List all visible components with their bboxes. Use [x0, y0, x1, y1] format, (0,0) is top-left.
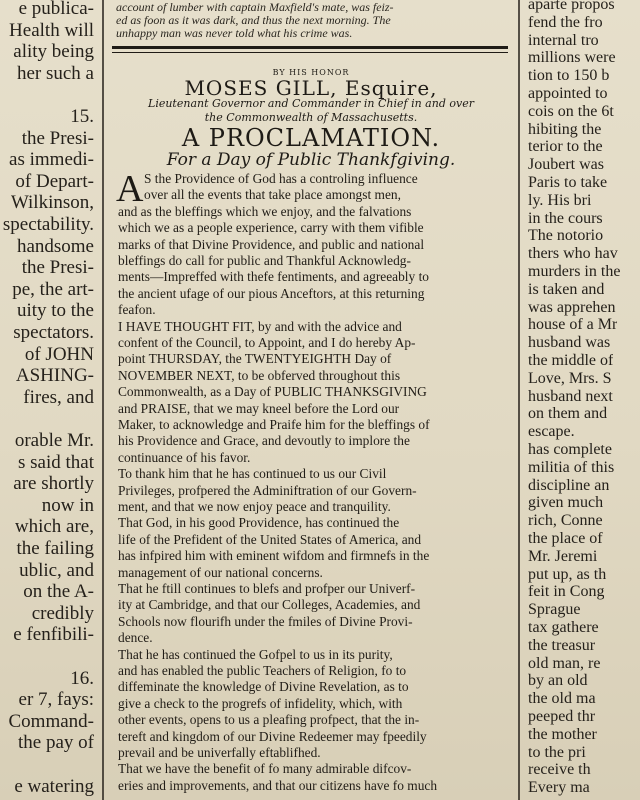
section-rule	[112, 46, 508, 49]
proclamation-line: eries and improvements, and that our citizens have fo much	[118, 777, 438, 793]
proclamation-line: continuance of his favor.	[118, 449, 251, 465]
left-column-line: e fenfibili-	[13, 624, 94, 646]
left-column-line: the failing	[16, 538, 94, 559]
left-column-line: the Presi-	[21, 257, 94, 279]
right-column-line: old man, re	[528, 654, 601, 672]
right-column-line: internal tro	[528, 31, 599, 49]
proclamation-line: S the Providence of God has a controling influence	[144, 171, 418, 186]
left-column-line: e publica-	[18, 0, 94, 19]
right-column-line: receive th	[528, 761, 591, 779]
proclamation-line: Commonwealth, as a Day of PUBLIC THANKSGIVING	[118, 384, 427, 400]
right-column-line: was apprehen	[528, 298, 616, 316]
right-column-line: husband was	[528, 334, 611, 352]
proclamation-line: prevail and be univerfally eftablifhed.	[118, 745, 321, 760]
left-column-line: spectators.	[13, 322, 94, 343]
previous-article-line: account of lumber with captain Maxfield's mate, was feiz-	[116, 0, 394, 14]
proclamation-heading: A PROCLAMATION.	[181, 124, 441, 152]
proclamation-line: Maker, to acknowledge and Praife him for the bleffings of	[118, 417, 430, 432]
right-column-line: in the cours	[528, 209, 603, 227]
right-column-line: cois on the 6t	[528, 102, 614, 120]
left-column-line: orable Mr.	[14, 430, 94, 451]
proclamation-line: and PRAISE, that we may kneel before the Lord our	[118, 400, 400, 416]
left-column-line: ublic, and	[19, 559, 94, 581]
previous-article-line: ed as foon as it was dark, and thus the next morning. The	[116, 13, 391, 27]
by-his-honor: BY HIS HONOR	[272, 68, 350, 77]
left-column-line: pe, the art-	[12, 278, 94, 300]
left-column-line: 16.	[70, 667, 94, 689]
proclamation-line: other events, opens to us a pleafing profpect, that the in-	[118, 712, 420, 728]
proclamation-line: point THURSDAY, the TWENTYEIGHTH Day of	[118, 351, 392, 367]
left-column-line: fires, and	[23, 386, 94, 408]
drop-cap: A	[116, 168, 144, 210]
left-column-line: spectability.	[2, 214, 94, 235]
right-column-line: millions were	[528, 49, 616, 67]
left-column	[0, 0, 98, 800]
column-rule-left	[102, 0, 104, 800]
left-column-line: as immedi-	[9, 149, 94, 171]
proclamation-line: That he has continued the Gofpel to us in its purity,	[118, 646, 393, 662]
right-column-line: feit in Cong	[528, 583, 605, 601]
proclamation-line: That God, in his good Providence, has continued the	[118, 515, 400, 531]
thanksgiving-subheading: For a Day of Public Thankfgiving.	[166, 150, 456, 170]
right-column-line: tax gathere	[528, 619, 599, 636]
right-column-line: ly. His bri	[528, 191, 592, 209]
right-column-line: the treasur	[528, 636, 596, 654]
proclamation-line: That we have the benefit of fo many admirable difcov-	[118, 761, 412, 777]
proclamation-line: To thank him that he has continued to us our Civil	[118, 466, 387, 482]
left-column-line: her such a	[16, 62, 94, 84]
right-column-line: Love, Mrs. S	[528, 369, 612, 387]
left-column-line: of JOHN	[24, 343, 94, 365]
right-column-line: murders in the	[528, 263, 621, 280]
proclamation-line: bleffings do call for public and Thankful Acknowledg-	[118, 253, 411, 268]
left-column-line: handsome	[16, 235, 94, 257]
right-column-line: house of a Mr	[528, 316, 618, 334]
proclamation-line: which we as a people experience, carry with them vifible	[118, 220, 424, 236]
proclamation-line: over all the events that take place amongst men,	[144, 187, 401, 203]
right-column-line: hibiting the	[528, 120, 602, 138]
left-column-line: the pay of	[18, 732, 94, 754]
right-column-line: The notorio	[528, 227, 604, 245]
left-column-line: s said that	[18, 451, 94, 473]
left-column-line: which are,	[14, 516, 94, 538]
left-column-line: on the A-	[23, 581, 94, 603]
right-column-line: is taken and	[528, 280, 605, 298]
proclamation-line: dence.	[118, 630, 153, 646]
proclamation-line: tereft and kingdom of our Divine Redeemer may fpeedily	[118, 728, 427, 744]
center-column	[108, 0, 514, 800]
right-column-line: has complete	[528, 441, 612, 458]
proclamation-line: diffeminate the knowledge of Divine Revelation, as to	[118, 679, 409, 695]
right-column-line: thers who hav	[528, 245, 618, 263]
right-column-line: Mr. Jeremi	[528, 547, 598, 565]
right-column-line: discipline an	[528, 476, 610, 494]
governor-name: MOSES GILL, Esquire,	[184, 76, 438, 100]
governor-title: Lieutenant Governor and Commander in Chief in and over the Commonwealth of Massachusetts.	[148, 97, 474, 124]
left-column-line: e watering	[14, 775, 94, 797]
previous-article-line: unhappy man was never told what his crime was.	[116, 26, 353, 40]
right-column	[524, 0, 640, 800]
left-column-line: Command-	[8, 710, 94, 732]
right-column-line: the mother	[528, 725, 597, 743]
left-column-line: of Depart-	[15, 170, 94, 192]
proclamation-line: confent of the Council, to Appoint, and I do hereby Ap-	[118, 335, 416, 350]
right-column-line: the middle of	[528, 352, 614, 369]
right-column-line: fend the fro	[528, 13, 603, 31]
right-column-line: peeped thr	[528, 708, 596, 725]
proclamation-line: I HAVE THOUGHT FIT, by and with the advice and	[118, 318, 402, 334]
right-column-line: by an old	[528, 672, 588, 690]
proclamation-line: the ancient ufage of our pious Anceftors, at this returning	[118, 285, 425, 301]
left-column-line: Wilkinson,	[10, 192, 94, 214]
proclamation-line: ments—Impreffed with thefe fentiments, and agreeably to	[118, 269, 429, 285]
proclamation-line: NOVEMBER NEXT, to be obferved throughout this	[118, 367, 401, 383]
proclamation-line: ity at Cambridge, and that our Colleges, Academies, and	[118, 597, 421, 613]
right-column-line: put up, as th	[528, 565, 607, 583]
left-column-line: ality being	[13, 41, 94, 63]
left-column-line: uity to the	[16, 300, 94, 322]
column-rule-right	[518, 0, 520, 800]
right-column-line: militia of this	[528, 458, 615, 476]
proclamation-line: That he ftill continues to blefs and profper our Univerf-	[118, 581, 416, 596]
proclamation-line: marks of that Divine Providence, and public and national	[118, 236, 425, 252]
left-column-line: 15.	[70, 106, 94, 127]
right-column-line: rich, Conne	[528, 512, 603, 530]
left-column-line: Health will	[9, 19, 94, 41]
right-column-line: terior to the	[528, 138, 603, 156]
right-column-line: aparte propos	[528, 0, 615, 13]
right-column-line: tion to 150 b	[528, 67, 610, 85]
right-column-line: husband next	[528, 387, 613, 405]
left-column-line: ASHING-	[15, 365, 94, 387]
right-column-line: Paris to take	[528, 174, 608, 191]
proclamation-line: his Providence and Grace, and devoutly to implore the	[118, 433, 410, 449]
proclamation-line: feafon.	[118, 302, 156, 318]
right-column-line: Joubert was	[528, 156, 604, 174]
proclamation-line: ment, and that we now enjoy peace and tranquility.	[118, 499, 391, 514]
section-rule-thin	[112, 52, 508, 53]
proclamation-line: management of our national concerns.	[118, 564, 323, 580]
left-column-line: the Presi-	[21, 127, 94, 149]
right-column-line: given much	[528, 494, 604, 512]
right-column-line: Every ma	[528, 779, 590, 797]
proclamation-line: has infpired him with eminent wifdom and firmnefs in the	[118, 548, 430, 564]
left-column-line: are shortly	[13, 473, 94, 495]
proclamation-line: Schools now flourifh under the fmiles of Divine Provi-	[118, 613, 413, 629]
right-column-line: the place of	[528, 530, 603, 547]
right-column-line: appointed to	[528, 85, 608, 102]
proclamation-line: and as the bleffings which we enjoy, and the falvations	[118, 203, 412, 219]
left-column-line: er 7, fays:	[18, 689, 94, 711]
right-column-line: Sprague	[528, 601, 581, 619]
left-column-line: now in	[41, 494, 94, 516]
right-column-line: on them and	[528, 405, 608, 423]
left-column-line: credibly	[31, 602, 94, 624]
right-column-line: escape.	[528, 423, 575, 441]
proclamation-line: give a check to the progrefs of infidelity, which, with	[118, 695, 403, 711]
proclamation-line: life of the Prefident of the United States of America, and	[118, 531, 422, 547]
proclamation-line: Privileges, profpered the Adminiftration of our Govern-	[118, 482, 417, 498]
right-column-line: the old ma	[528, 690, 596, 708]
right-column-line: to the pri	[528, 743, 586, 761]
proclamation-line: and has enabled the public Teachers of Religion, fo to	[118, 663, 407, 678]
